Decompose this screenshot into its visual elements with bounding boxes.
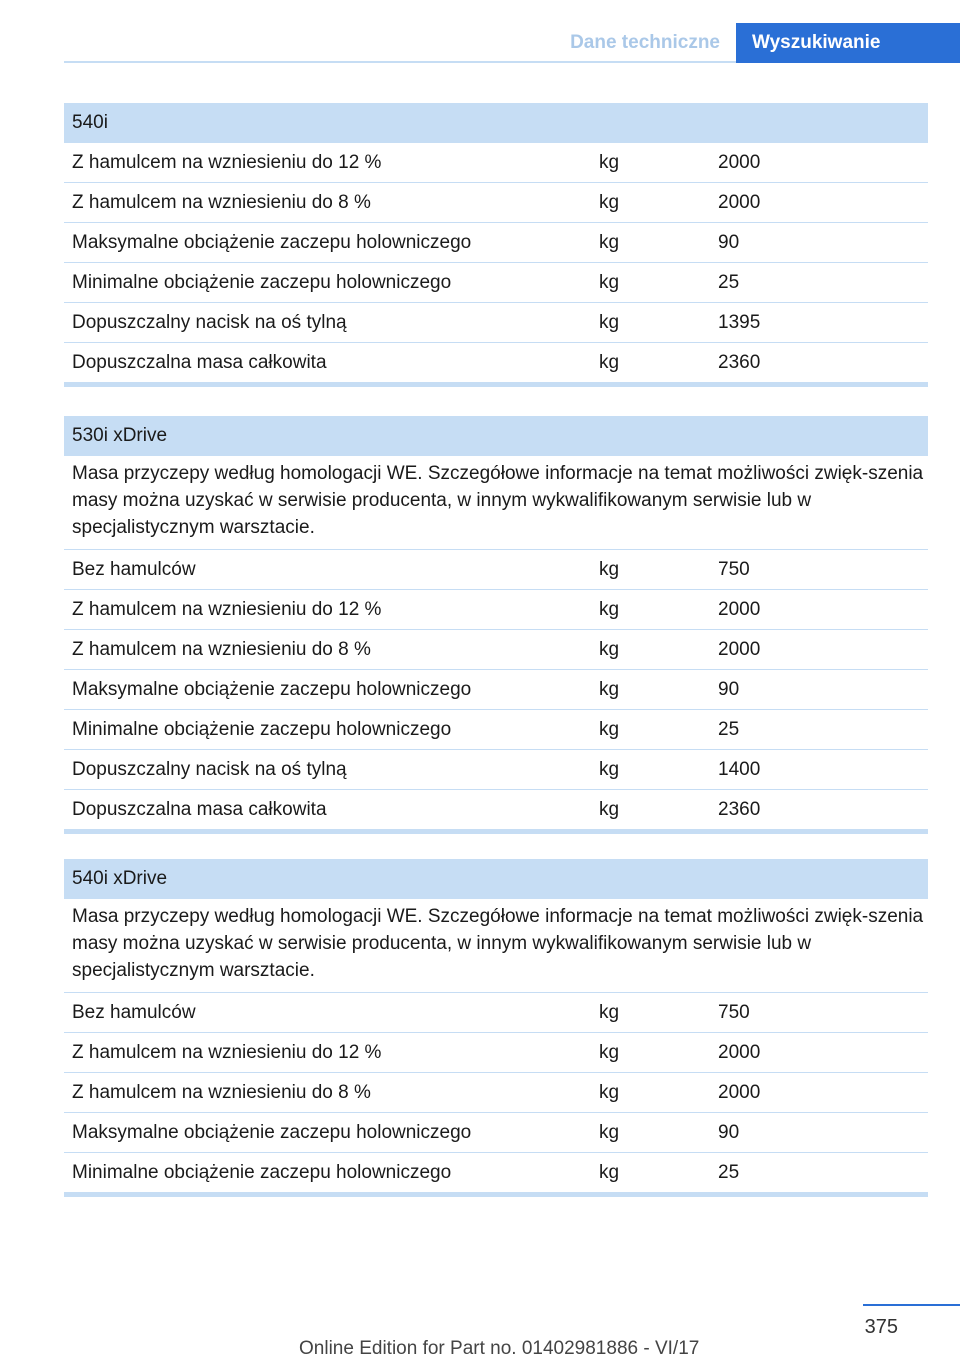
table-row xyxy=(64,710,928,750)
table-row xyxy=(64,303,928,343)
row-unit: kg xyxy=(591,790,710,832)
row-value: 25 xyxy=(710,1153,928,1195)
row-label: Minimalne obciążenie zaczepu holowniczego xyxy=(64,1153,591,1195)
row-label: Dopuszczalna masa całkowita xyxy=(64,790,591,832)
table-title-row xyxy=(64,103,928,143)
row-label: Maksymalne obciążenie zaczepu holowniczego xyxy=(64,670,591,710)
table-row xyxy=(64,1153,928,1195)
row-label: Z hamulcem na wzniesieniu do 12 % xyxy=(64,1033,591,1073)
table-note: Masa przyczepy według homologacji WE. Szczegółowe informacje na temat możliwości zwięk-szenia masy można uzyskać w serwisie producenta, w innym wykwalifikowanym serwisie lub w specjalistycznym warsztacie. xyxy=(64,456,928,550)
row-unit: kg xyxy=(591,750,710,790)
row-value: 2000 xyxy=(710,1073,928,1113)
row-label: Z hamulcem na wzniesieniu do 8 % xyxy=(64,1073,591,1113)
row-label: Minimalne obciążenie zaczepu holowniczego xyxy=(64,263,591,303)
table-row xyxy=(64,993,928,1033)
table-row xyxy=(64,670,928,710)
spec-table-540i-xdrive xyxy=(64,859,928,1197)
row-label: Bez hamulców xyxy=(64,993,591,1033)
row-value: 2000 xyxy=(710,183,928,223)
row-unit: kg xyxy=(591,263,710,303)
spec-table-530i-xdrive xyxy=(64,416,928,834)
row-unit: kg xyxy=(591,550,710,590)
row-label: Dopuszczalny nacisk na oś tylną xyxy=(64,750,591,790)
row-label: Bez hamulców xyxy=(64,550,591,590)
row-value: 2000 xyxy=(710,1033,928,1073)
row-unit: kg xyxy=(591,1153,710,1195)
row-unit: kg xyxy=(591,143,710,183)
row-unit: kg xyxy=(591,223,710,263)
row-unit: kg xyxy=(591,710,710,750)
row-value: 2000 xyxy=(710,590,928,630)
table-note: Masa przyczepy według homologacji WE. Szczegółowe informacje na temat możliwości zwięk-szenia masy można uzyskać w serwisie producenta, w innym wykwalifikowanym serwisie lub w specjalistycznym warsztacie. xyxy=(64,899,928,993)
table-title: 540i xDrive xyxy=(64,859,928,899)
table-row xyxy=(64,790,928,832)
row-unit: kg xyxy=(591,303,710,343)
row-value: 25 xyxy=(710,710,928,750)
table-row xyxy=(64,343,928,385)
table-row xyxy=(64,263,928,303)
table-note-row xyxy=(64,899,928,993)
row-unit: kg xyxy=(591,343,710,385)
table-title: 540i xyxy=(64,103,928,143)
row-unit: kg xyxy=(591,993,710,1033)
header-section-link[interactable]: Dane techniczne xyxy=(570,32,720,53)
row-unit: kg xyxy=(591,1033,710,1073)
row-value: 25 xyxy=(710,263,928,303)
row-value: 750 xyxy=(710,550,928,590)
row-unit: kg xyxy=(591,670,710,710)
row-unit: kg xyxy=(591,183,710,223)
row-unit: kg xyxy=(591,1113,710,1153)
table-row xyxy=(64,630,928,670)
row-label: Maksymalne obciążenie zaczepu holowniczego xyxy=(64,1113,591,1153)
table-title: 530i xDrive xyxy=(64,416,928,456)
header-active-tab[interactable]: Wyszukiwanie xyxy=(736,23,960,63)
row-label: Z hamulcem na wzniesieniu do 8 % xyxy=(64,630,591,670)
row-value: 90 xyxy=(710,670,928,710)
row-label: Z hamulcem na wzniesieniu do 8 % xyxy=(64,183,591,223)
row-value: 90 xyxy=(710,1113,928,1153)
footer-divider xyxy=(863,1304,960,1306)
row-value: 90 xyxy=(710,223,928,263)
table-title-row xyxy=(64,416,928,456)
row-unit: kg xyxy=(591,630,710,670)
table-row xyxy=(64,550,928,590)
table-note-row xyxy=(64,456,928,550)
table-title-row xyxy=(64,859,928,899)
row-label: Dopuszczalna masa całkowita xyxy=(64,343,591,385)
row-label: Z hamulcem na wzniesieniu do 12 % xyxy=(64,143,591,183)
row-label: Dopuszczalny nacisk na oś tylną xyxy=(64,303,591,343)
table-row xyxy=(64,143,928,183)
table-row xyxy=(64,1033,928,1073)
table-row xyxy=(64,590,928,630)
table-row xyxy=(64,183,928,223)
row-unit: kg xyxy=(591,1073,710,1113)
footer-edition: Online Edition for Part no. 01402981886 - VI/17 xyxy=(299,1338,700,1359)
table-row xyxy=(64,1073,928,1113)
row-value: 2000 xyxy=(710,630,928,670)
page-header xyxy=(64,23,960,63)
row-value: 1395 xyxy=(710,303,928,343)
row-value: 2000 xyxy=(710,143,928,183)
table-row xyxy=(64,223,928,263)
spec-table-540i xyxy=(64,103,928,387)
table-row xyxy=(64,750,928,790)
row-label: Minimalne obciążenie zaczepu holowniczego xyxy=(64,710,591,750)
row-unit: kg xyxy=(591,590,710,630)
row-label: Maksymalne obciążenie zaczepu holowniczego xyxy=(64,223,591,263)
row-label: Z hamulcem na wzniesieniu do 12 % xyxy=(64,590,591,630)
page-number: 375 xyxy=(864,1316,898,1338)
table-row xyxy=(64,1113,928,1153)
row-value: 2360 xyxy=(710,343,928,385)
row-value: 2360 xyxy=(710,790,928,832)
row-value: 750 xyxy=(710,993,928,1033)
row-value: 1400 xyxy=(710,750,928,790)
